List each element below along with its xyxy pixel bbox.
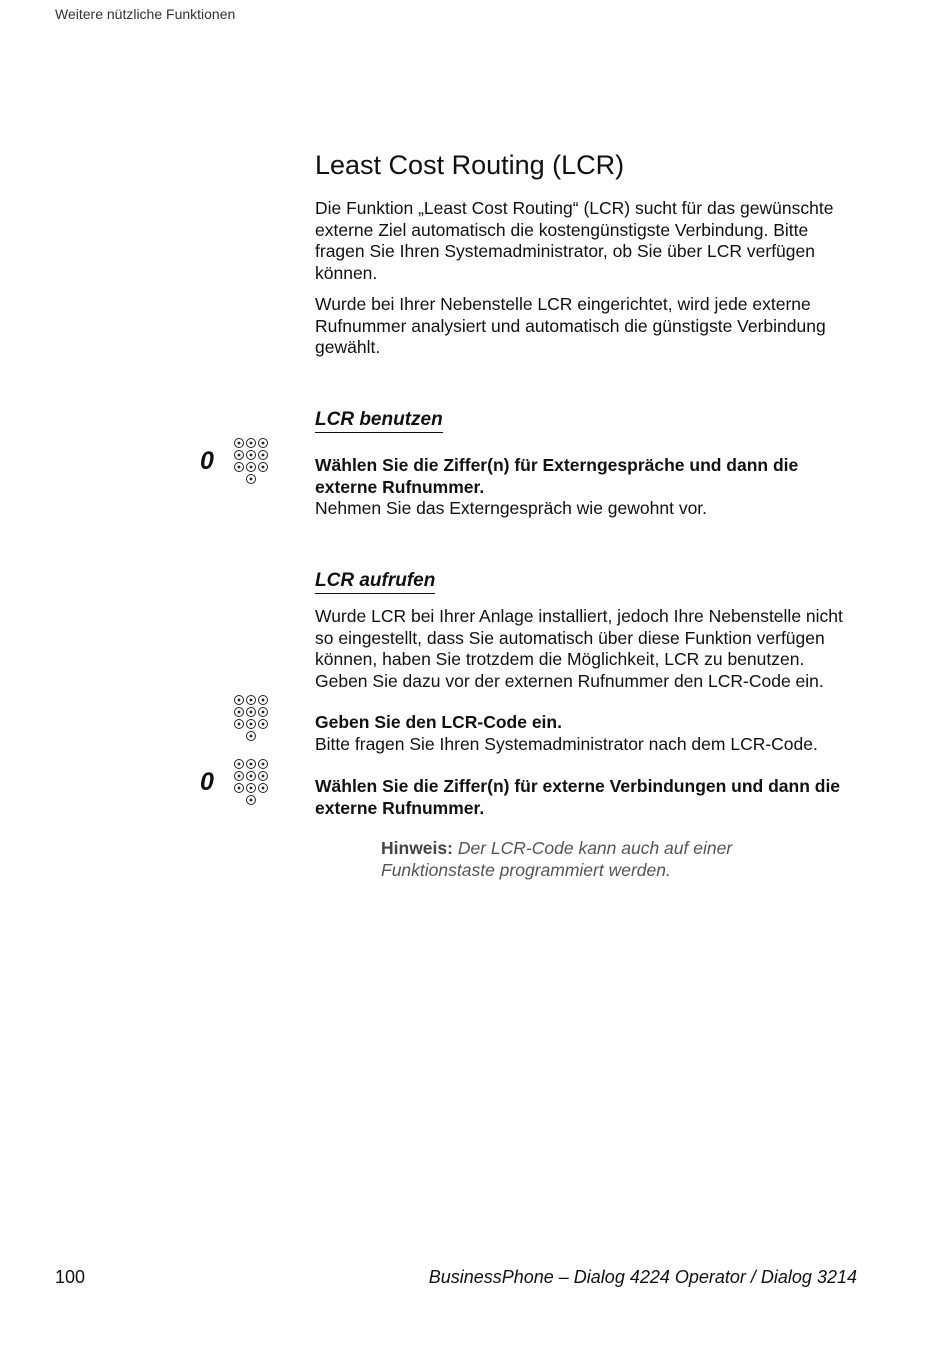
intro-block — [315, 198, 860, 369]
keypad-icon — [233, 758, 269, 810]
note-text: Der LCR-Code kann auch auf einer Funktionstaste programmiert werden. — [381, 838, 733, 880]
page-number: 100 — [55, 1267, 86, 1287]
intro-paragraph: Die Funktion „Least Cost Routing“ (LCR) sucht für das gewünschte externe Ziel automatisch die kostengünstigste Verbindung. Bitte fragen Sie Ihren Systemadministrator, ob Sie über LCR verfügen können. — [315, 198, 834, 283]
running-header: Weitere nützliche Funktionen — [55, 6, 236, 22]
page-title: Least Cost Routing (LCR) — [315, 150, 625, 180]
step-dial-external — [315, 455, 860, 520]
step-detail: Nehmen Sie das Externgespräch wie gewohnt vor. — [315, 498, 708, 518]
note-box — [381, 838, 801, 881]
subheading-lcr-aufrufen: LCR aufrufen — [315, 570, 435, 594]
step-detail: Bitte fragen Sie Ihren Systemadministrator nach dem LCR-Code. — [315, 733, 818, 754]
subheading-lcr-benutzen: LCR benutzen — [315, 409, 443, 433]
keypad-icon — [233, 694, 269, 746]
call-lcr-intro: Wurde LCR bei Ihrer Anlage installiert, jedoch Ihre Nebenstelle nicht so eingestellt, dass Sie automatisch über diese Funktion verfügen können, haben Sie trotzdem die Möglichkeit, LCR zu benutzen. Geben Sie dazu vor der externen Rufnummer den LCR-Code ein. — [315, 606, 843, 691]
zero-key-label: 0 — [200, 447, 214, 475]
step-instruction: Geben Sie den LCR-Code ein. — [315, 712, 562, 732]
note-label: Hinweis: — [381, 838, 453, 858]
step-dial-external-number — [315, 776, 860, 819]
step-instruction: Wählen Sie die Ziffer(n) für externe Verbindungen und dann die externe Rufnummer. — [315, 776, 841, 818]
step-enter-lcr-code — [315, 712, 860, 755]
footer-product-title: BusinessPhone – Dialog 4224 Operator / Dialog 3214 — [428, 1267, 857, 1287]
step-instruction: Wählen Sie die Ziffer(n) für Externgespräche und dann die externe Rufnummer. — [315, 455, 799, 497]
keypad-icon — [233, 437, 269, 489]
zero-key-label: 0 — [200, 768, 214, 796]
intro-paragraph: Wurde bei Ihrer Nebenstelle LCR eingerichtet, wird jede externe Rufnummer analysiert und automatisch die günstigste Verbindung gewählt. — [315, 294, 826, 357]
